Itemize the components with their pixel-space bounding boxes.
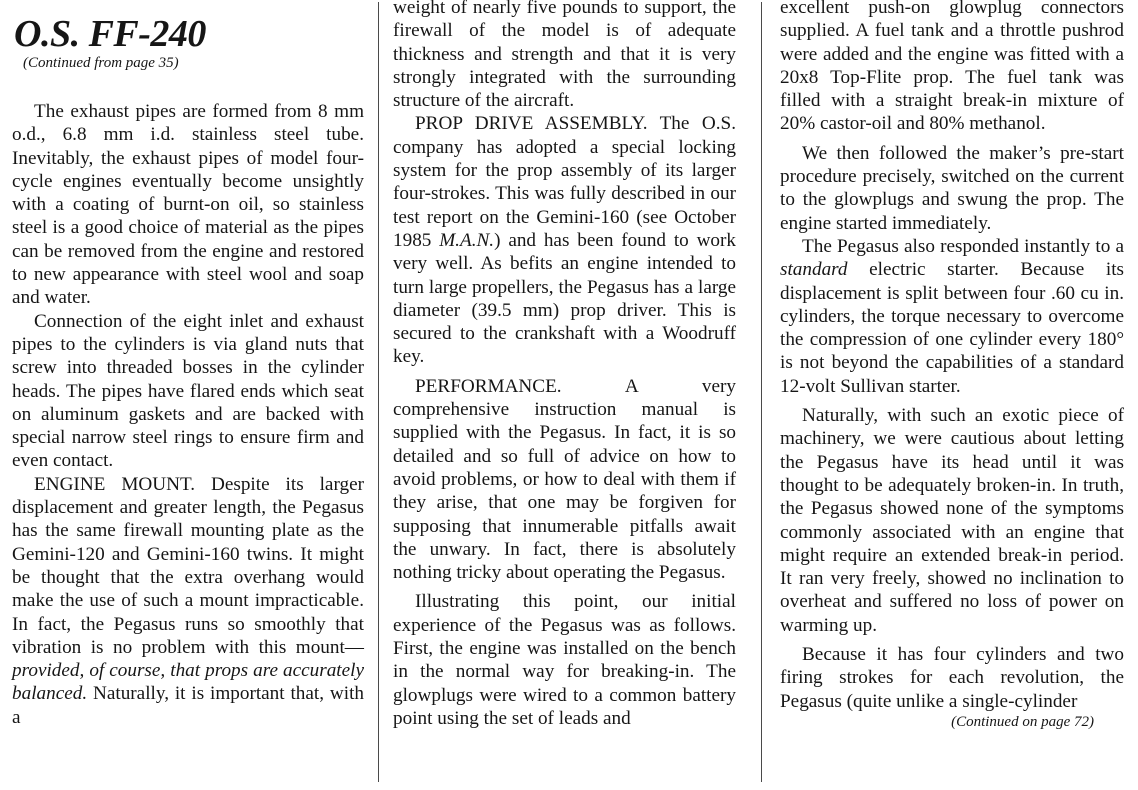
- paragraph: Because it has four cylinders and two firing strokes for each revolution, the Pegasus (quite unlike a single-cylinder: [780, 644, 1124, 712]
- column-3-text: [780, 0, 1124, 713]
- paragraph-text: PROP DRIVE ASSEMBLY. The O.S. company has adopted a special locking system for the prop assembly of its larger four-strokes. This was fully described in our test report on the Gemini-160 (see October 1985: [393, 113, 736, 251]
- continued-on-note: (Continued on page 72): [951, 713, 1094, 730]
- paragraph: The exhaust pipes are formed from 8 mm o.d., 6.8 mm i.d. stainless steel tube. Inevitably, the exhaust pipes of model four-cycle engines eventually become unsightly with a coating of burnt-on oil, so stainless steel is a good choice of material as the pipes can be removed from the engine and restored to new appearance with steel wool and soap and water.: [12, 101, 364, 309]
- column-3: [780, 0, 1124, 731]
- italic-text: M.A.N.: [439, 229, 495, 251]
- italic-text: standard: [780, 259, 848, 281]
- paragraph: Illustrating this point, our initial experience of the Pegasus was as follows. First, the engine was installed on the bench in the normal way for breaking-in. The glowplugs were wired to a common battery point using the set of leads and: [393, 591, 736, 729]
- continued-from-note: (Continued from page 35): [23, 55, 179, 71]
- column-1: [12, 0, 364, 729]
- paragraph: PERFORMANCE. A very comprehensive instruction manual is supplied with the Pegasus. In fact, it is so detailed and so full of advice on how to avoid problems, or how to deal with them if they arise, that one may be forgiven for supposing that innumerable pitfalls await the unwary. In fact, there is absolutely nothing tricky about operating the Pegasus.: [393, 375, 736, 584]
- paragraph: Naturally, with such an exotic piece of machinery, we were cautious about letting the Pegasus have its head until it was thought to be adequately broken-in. In truth, the Pegasus showed none of the symptoms commonly associated with an engine that might require an extended break-in period. It ran very freely, showed no inclination to overheat and suffered no loss of power on warming up.: [780, 405, 1124, 636]
- paragraph: [393, 112, 736, 368]
- column-2: [393, 0, 736, 730]
- column-divider: [378, 2, 379, 782]
- italic-text: provided, of course, that props are accurately balanced.: [12, 660, 364, 705]
- paragraph-text: ) and has been found to work very well. As befits an engine intended to turn large propellers, the Pegasus has a large diameter (39.5 mm) prop driver. This is secured to the crankshaft with a Woodruff key.: [393, 229, 737, 368]
- paragraph-text: electric starter. Because its displacement is split between four .60 cu in. cylinders, the torque necessary to overcome the compression of one cylinder every 180° is not beyond the capabilities of a standard 12-volt Sullivan starter.: [780, 259, 1124, 397]
- paragraph: We then followed the maker’s pre-start procedure precisely, switched on the current to the glowplugs and swung the prop. The engine started immediately.: [780, 142, 1124, 234]
- paragraph: excellent push-on glowplug connectors supplied. A fuel tank and a throttle pushrod were added and the engine was fitted with a 20x8 Top-Flite prop. The fuel tank was filled with a straight break-in mixture of 20% castor-oil and 80% methanol.: [780, 0, 1124, 135]
- paragraph-text: The Pegasus also responded instantly to a: [802, 235, 1124, 257]
- article-title: O.S. FF-240: [14, 13, 206, 55]
- paragraph-text: Naturally, it is important that, with a: [12, 683, 364, 728]
- paragraph: Connection of the eight inlet and exhaust pipes to the cylinders is via gland nuts that screw into threaded bosses in the cylinder heads. The pipes have flared ends which seat on aluminum gaskets and are backed with special narrow steel rings to ensure firm and even contact.: [12, 310, 364, 472]
- column-divider: [761, 2, 762, 782]
- paragraph-text: ENGINE MOUNT. Despite its larger displacement and greater length, the Pegasus has the same firewall mounting plate as the Gemini-120 and Gemini-160 twins. It might be thought that the extra overhang would make the use of such a mount impracticable. In fact, the Pegasus runs so smoothly that vibration is no problem with this mount—: [12, 473, 364, 658]
- paragraph: [12, 473, 364, 729]
- column-2-text: [393, 0, 736, 730]
- paragraph: [780, 235, 1124, 398]
- column-1-text: [12, 100, 364, 729]
- paragraph: weight of nearly five pounds to support, the firewall of the model is of adequate thickness and strength and that it is very strongly integrated with the surrounding structure of the aircraft.: [393, 0, 736, 112]
